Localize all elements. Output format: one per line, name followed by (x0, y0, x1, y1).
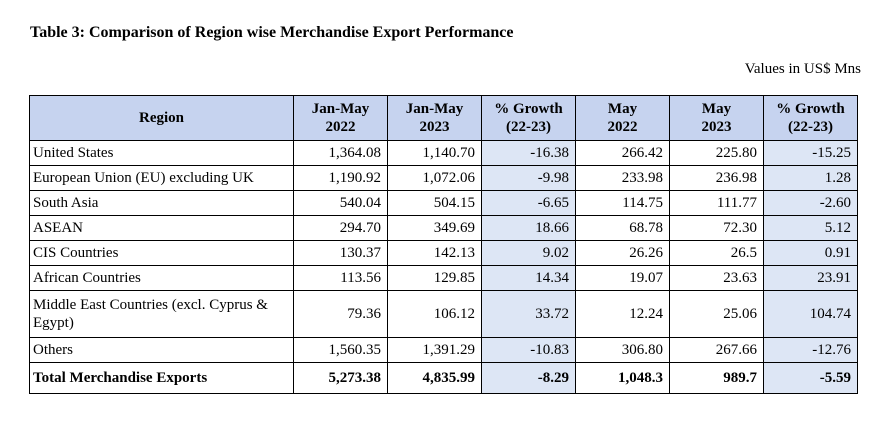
header-growth-may: % Growth (22-23) (764, 96, 858, 141)
growth-cell: 33.72 (482, 291, 576, 338)
total-growth-cell: -8.29 (482, 363, 576, 394)
header-janmay-2023: Jan-May 2023 (388, 96, 482, 141)
total-value-cell: 5,273.38 (294, 363, 388, 394)
value-cell: 1,140.70 (388, 141, 482, 166)
region-cell: ASEAN (30, 216, 294, 241)
region-cell: United States (30, 141, 294, 166)
growth-cell: 23.91 (764, 266, 858, 291)
growth-cell: 14.34 (482, 266, 576, 291)
value-cell: 142.13 (388, 241, 482, 266)
growth-cell: -9.98 (482, 166, 576, 191)
value-cell: 26.26 (576, 241, 670, 266)
header-may-2022: May 2022 (576, 96, 670, 141)
value-cell: 1,190.92 (294, 166, 388, 191)
header-region: Region (30, 96, 294, 141)
growth-cell: 18.66 (482, 216, 576, 241)
table-header-row (30, 96, 858, 141)
growth-cell: -15.25 (764, 141, 858, 166)
header-janmay-2022: Jan-May 2022 (294, 96, 388, 141)
region-cell: South Asia (30, 191, 294, 216)
region-cell: Middle East Countries (excl. Cyprus & Egypt) (30, 291, 294, 338)
total-row (30, 363, 858, 394)
growth-cell: -12.76 (764, 338, 858, 363)
units-note: Values in US$ Mns (744, 61, 861, 77)
value-cell: 68.78 (576, 216, 670, 241)
region-cell: Others (30, 338, 294, 363)
region-cell: European Union (EU) excluding UK (30, 166, 294, 191)
value-cell: 1,391.29 (388, 338, 482, 363)
value-cell: 23.63 (670, 266, 764, 291)
value-cell: 540.04 (294, 191, 388, 216)
total-value-cell: 1,048.3 (576, 363, 670, 394)
value-cell: 12.24 (576, 291, 670, 338)
total-value-cell: 4,835.99 (388, 363, 482, 394)
value-cell: 1,560.35 (294, 338, 388, 363)
value-cell: 236.98 (670, 166, 764, 191)
table-row (30, 216, 858, 241)
table-row (30, 266, 858, 291)
table-row (30, 291, 858, 338)
total-label: Total Merchandise Exports (30, 363, 294, 394)
value-cell: 504.15 (388, 191, 482, 216)
value-cell: 306.80 (576, 338, 670, 363)
growth-cell: 104.74 (764, 291, 858, 338)
growth-cell: -10.83 (482, 338, 576, 363)
value-cell: 225.80 (670, 141, 764, 166)
growth-cell: -16.38 (482, 141, 576, 166)
growth-cell: 5.12 (764, 216, 858, 241)
export-performance-table (29, 95, 858, 394)
value-cell: 113.56 (294, 266, 388, 291)
value-cell: 25.06 (670, 291, 764, 338)
table-row (30, 338, 858, 363)
region-cell: CIS Countries (30, 241, 294, 266)
value-cell: 19.07 (576, 266, 670, 291)
value-cell: 266.42 (576, 141, 670, 166)
value-cell: 1,072.06 (388, 166, 482, 191)
value-cell: 72.30 (670, 216, 764, 241)
growth-cell: 0.91 (764, 241, 858, 266)
value-cell: 267.66 (670, 338, 764, 363)
table-title: Table 3: Comparison of Region wise Merchandise Export Performance (30, 24, 514, 41)
value-cell: 106.12 (388, 291, 482, 338)
value-cell: 114.75 (576, 191, 670, 216)
table-row (30, 191, 858, 216)
value-cell: 79.36 (294, 291, 388, 338)
header-may-2023: May 2023 (670, 96, 764, 141)
value-cell: 130.37 (294, 241, 388, 266)
total-growth-cell: -5.59 (764, 363, 858, 394)
value-cell: 26.5 (670, 241, 764, 266)
value-cell: 349.69 (388, 216, 482, 241)
header-growth-janmay: % Growth (22-23) (482, 96, 576, 141)
value-cell: 294.70 (294, 216, 388, 241)
total-value-cell: 989.7 (670, 363, 764, 394)
growth-cell: -2.60 (764, 191, 858, 216)
region-cell: African Countries (30, 266, 294, 291)
value-cell: 1,364.08 (294, 141, 388, 166)
growth-cell: 9.02 (482, 241, 576, 266)
table-row (30, 166, 858, 191)
value-cell: 129.85 (388, 266, 482, 291)
growth-cell: -6.65 (482, 191, 576, 216)
value-cell: 233.98 (576, 166, 670, 191)
value-cell: 111.77 (670, 191, 764, 216)
table-row (30, 241, 858, 266)
growth-cell: 1.28 (764, 166, 858, 191)
table-row (30, 141, 858, 166)
